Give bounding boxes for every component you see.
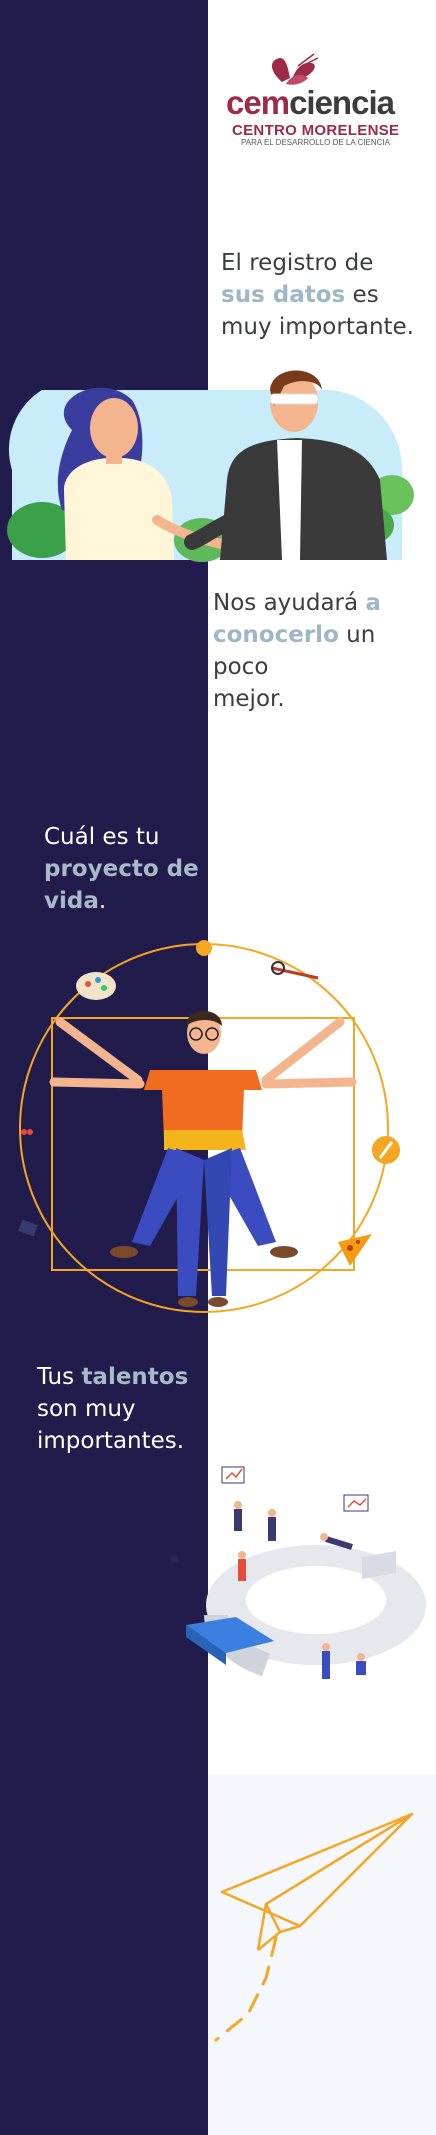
get-to-know-part-1: Nos ayudará	[213, 590, 366, 616]
logo-wordmark	[226, 84, 394, 122]
get-to-know-line-3: mejor.	[213, 686, 285, 712]
life-project-end: .	[98, 888, 107, 914]
two-people-illustration	[2, 370, 422, 570]
registration-highlight: sus datos	[221, 282, 346, 308]
cemciencia-logo[interactable]	[222, 50, 422, 150]
get-to-know-highlight-a: a	[365, 590, 381, 616]
vitruvian-figure-illustration	[0, 930, 436, 1350]
life-project-line-1: Cuál es tu	[44, 824, 160, 850]
talents-text	[37, 1361, 188, 1457]
life-project-text	[44, 821, 199, 917]
logo-tagline: PARA EL DESARROLLO DE LA CIENCIA	[241, 138, 390, 147]
registration-line-2-rest: es	[345, 282, 379, 308]
logo-word-ciencia: ciencia	[289, 84, 394, 121]
get-to-know-part-2: un poco	[213, 622, 376, 680]
logo-word-cem: cem	[226, 84, 290, 121]
get-to-know-line-1	[213, 587, 436, 619]
talents-part-1: Tus	[37, 1364, 82, 1390]
life-project-highlight-1: proyecto de	[44, 856, 199, 882]
get-to-know-highlight-conocerlo: conocerlo	[213, 622, 339, 648]
registration-line-2	[221, 279, 414, 311]
talents-line-2: son muy	[37, 1396, 136, 1422]
registration-line-3: muy importante.	[221, 314, 414, 340]
talents-highlight: talentos	[81, 1364, 189, 1390]
logo-subtitle: CENTRO MORELENSE	[232, 122, 400, 139]
life-project-highlight-2: vida	[44, 888, 99, 914]
life-project-line-3	[44, 885, 199, 917]
talents-line-3: importantes.	[37, 1428, 185, 1454]
team-ring-illustration	[156, 1455, 436, 1695]
registration-line-1: El registro de	[221, 250, 374, 276]
paper-airplane-illustration	[206, 1800, 436, 2100]
talents-line-1	[37, 1361, 188, 1393]
get-to-know-text	[213, 587, 436, 715]
get-to-know-line-2	[213, 619, 436, 683]
registration-heading	[221, 247, 414, 343]
